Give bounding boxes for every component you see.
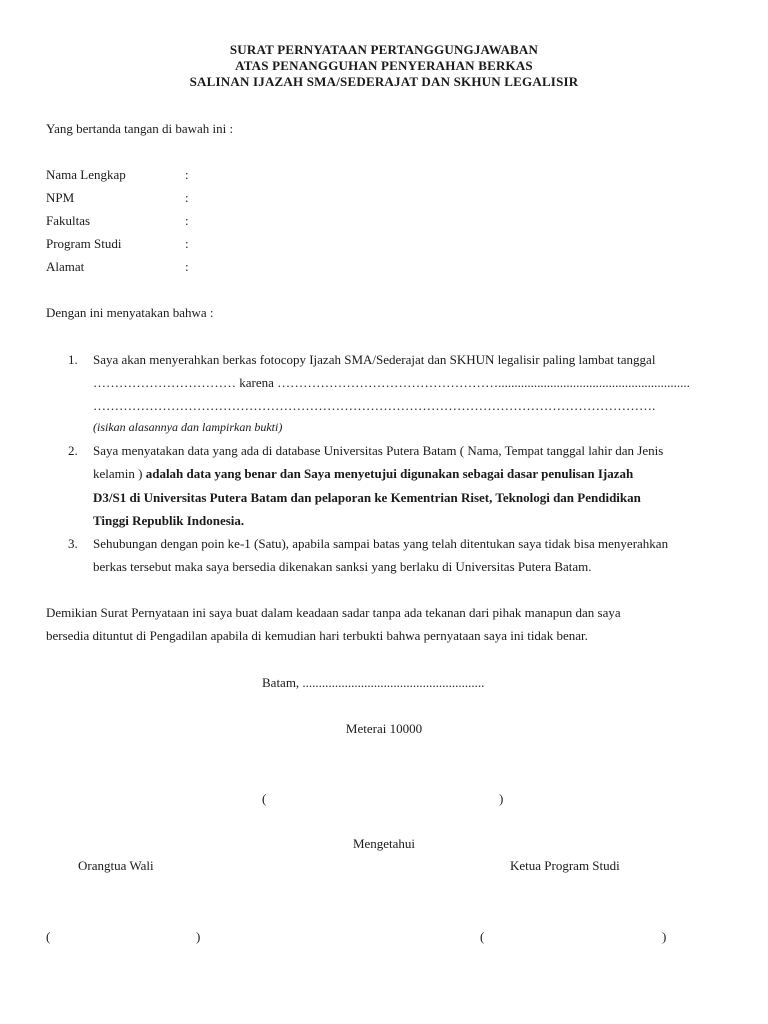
- title-line-3: SALINAN IJAZAH SMA/SEDERAJAT DAN SKHUN LEGALISIR: [189, 74, 579, 89]
- statement-intro: Dengan ini menyatakan bahwa :: [46, 305, 214, 320]
- kaprodi-open-paren: (: [480, 929, 485, 944]
- item-3-number: 3.: [68, 536, 78, 551]
- item-3-line-2: berkas tersebut maka saya bersedia dikenakan sanksi yang berlaku di Universitas Putera Batam.: [93, 559, 592, 574]
- item-1-line-3: ………………………………………………………………………………………………………………….: [93, 398, 656, 413]
- field-label-nama: Nama Lengkap: [46, 167, 126, 182]
- title-line-2: ATAS PENANGGUHAN PENYERAHAN BERKAS: [235, 58, 533, 73]
- field-colon-npm: :: [185, 190, 189, 205]
- field-colon-prodi: :: [185, 236, 189, 251]
- field-label-fakultas: Fakultas: [46, 213, 91, 228]
- field-colon-nama: :: [185, 167, 189, 182]
- intro-text: Yang bertanda tangan di bawah ini :: [46, 121, 234, 136]
- closing-line-1: Demikian Surat Pernyataan ini saya buat dalam keadaan sadar tanpa ada tekanan dari pihak manapun dan saya: [46, 605, 621, 620]
- item-2-line-2-normal: kelamin ): [93, 466, 146, 481]
- signature-open-paren: (: [262, 791, 267, 806]
- ketua-prodi-label: Ketua Program Studi: [510, 858, 620, 873]
- field-label-prodi: Program Studi: [46, 236, 122, 251]
- signature-place-date: Batam, ........................................................: [262, 675, 485, 690]
- item-2-line-4: Tinggi Republik Indonesia.: [93, 513, 245, 528]
- field-colon-alamat: :: [185, 259, 189, 274]
- mengetahui-label: Mengetahui: [352, 836, 416, 851]
- signature-close-paren: ): [499, 791, 504, 806]
- field-colon-fakultas: :: [185, 213, 189, 228]
- field-label-alamat: Alamat: [46, 259, 85, 274]
- closing-line-2: bersedia dituntut di Pengadilan apabila di kemudian hari terbukti bahwa pernyataan saya ini tidak benar.: [46, 628, 588, 643]
- item-1-line-2: …………………………… karena ……………………………………………...........................................................: [93, 375, 690, 390]
- title-line-1: SURAT PERNYATAAN PERTANGGUNGJAWABAN: [229, 42, 539, 57]
- item-1-number: 1.: [68, 352, 78, 367]
- item-3-line-1: Sehubungan dengan poin ke-1 (Satu), apabila sampai batas yang telah ditentukan saya tidak bisa menyerahkan: [93, 536, 669, 551]
- item-2-line-2-bold: adalah data yang benar dan Saya menyetujui digunakan sebagai dasar penulisan Ijazah: [145, 466, 634, 481]
- orangtua-open-paren: (: [46, 929, 51, 944]
- item-2-line-2: [93, 466, 633, 482]
- field-label-npm: NPM: [46, 190, 75, 205]
- item-1-note: (isikan alasannya dan lampirkan bukti): [93, 420, 283, 434]
- meterai-label: Meterai 10000: [345, 721, 423, 736]
- item-2-line-1: Saya menyatakan data yang ada di database Universitas Putera Batam ( Nama, Tempat tanggal lahir dan Jenis: [93, 443, 664, 458]
- item-2-number: 2.: [68, 443, 78, 458]
- orangtua-close-paren: ): [196, 929, 201, 944]
- kaprodi-close-paren: ): [662, 929, 667, 944]
- item-1-line-1: Saya akan menyerahkan berkas fotocopy Ijazah SMA/Sederajat dan SKHUN legalisir paling lambat tanggal: [93, 352, 656, 367]
- item-2-line-3: D3/S1 di Universitas Putera Batam dan pelaporan ke Kementrian Riset, Teknologi dan Pendidikan: [93, 490, 641, 505]
- orangtua-wali-label: Orangtua Wali: [78, 858, 154, 873]
